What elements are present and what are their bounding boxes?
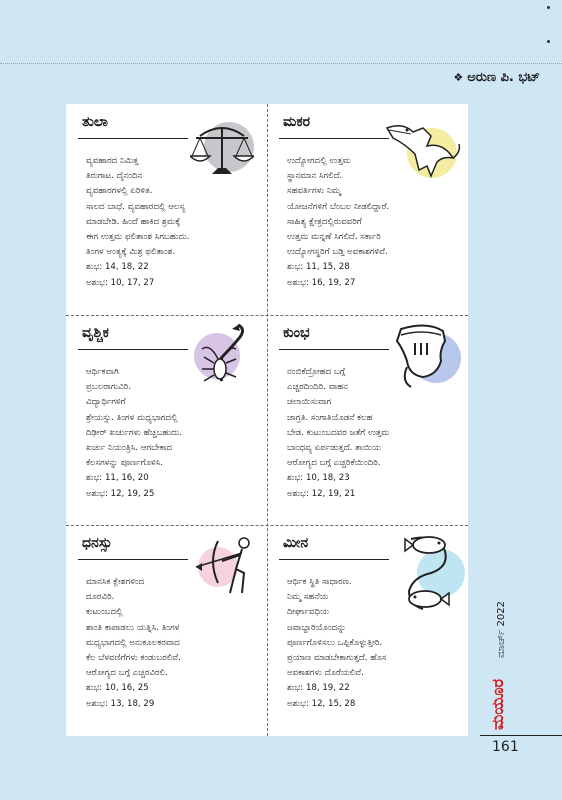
auspicious-dates: ಶುಭ: 11, 16, 20 <box>86 473 149 484</box>
text-line: ನಂಬಿಕೆದ್ರೋಹದ ಬಗ್ಗೆ <box>287 367 346 377</box>
text-line: ಕೆಲ ಬೆಳವಣಿಗೆಗಳು ಕಂಡುಬರಲಿವೆ. <box>86 653 181 664</box>
sign-card-dhanassu <box>66 525 267 735</box>
text-line: ಮಾಡಬೇಡಿ. ಹಿಂದೆ ಹಾಕಿದ ಶ್ರಮಕ್ಕೆ <box>86 216 181 227</box>
page-number: 161 <box>492 739 519 755</box>
prediction-text <box>287 365 458 502</box>
text-line: ಜವಾಬ್ದಾರಿಯೊಂದನ್ನು <box>287 622 346 633</box>
sign-card-makara <box>267 104 468 314</box>
text-line: ಸಹವರ್ತಿಗಳು ನಿಮ್ಮ <box>287 186 341 197</box>
text-line: ಬಾಂಧವ್ಯ ಏರ್ಪಡುತ್ತದೆ. ತಾಯಿಯ <box>287 443 382 454</box>
text-line: ಈಗ ಉತ್ತಮ ಫಲಿತಾಂಶ ಸಿಗಬಹುದು. <box>86 232 190 243</box>
auspicious-dates: ಶುಭ: 10, 18, 23 <box>287 473 350 484</box>
text-line: ವ್ಯವಹಾರದ ನಿಮಿತ್ತ <box>86 156 139 166</box>
text-line: ಶ್ರೇಯಸ್ಸು. ತಿಂಗಳ ಮಧ್ಯಭಾಗದಲ್ಲಿ <box>86 412 178 423</box>
text-line: ಉದ್ಯೋಗದಲ್ಲಿ ಉತ್ತಮ <box>287 156 351 166</box>
sign-card-vrischika <box>66 315 267 525</box>
corner-mark <box>547 40 550 43</box>
text-line: ಪೂರ್ಣಗೊಳಿಸಲು ಒಪ್ಪಿಕೊಳ್ಳುತ್ತೀರಿ. <box>287 637 383 648</box>
text-line: ಉದ್ಯೋಗಸ್ಥರಿಗೆ ಬಡ್ತಿ ಅವಕಾಶಗಳಿವೆ. <box>287 247 388 258</box>
inauspicious-dates: ಅಶುಭ: 13, 18, 29 <box>86 698 155 709</box>
text-line: ಅವಕಾಶಗಳು ದೊರೆಯಲಿವೆ. <box>287 668 364 679</box>
text-line: ಆರೋಗ್ಯದ ಬಗ್ಗೆ ಎಚ್ಚರವಿರಲಿ. <box>86 668 168 679</box>
text-line: ವ್ಯವಹಾರಗಳಲ್ಲಿ ಏರಿಳಿತ. <box>86 186 153 197</box>
title-underline <box>78 559 188 560</box>
issue-date <box>496 578 512 658</box>
issue-date-text: ಮಾರ್ಚ್ 2022 <box>496 601 507 658</box>
sign-title: ತುಲಾ <box>82 114 108 130</box>
text-line: ಸಾಹಿತ್ಯ ಕ್ಷೇತ್ರದಲ್ಲಿರುವವರಿಗೆ <box>287 216 362 227</box>
text-line: ಆರೋಗ್ಯದ ಬಗ್ಗೆ ಎಚ್ಚರಿಕೆಯಿಂದಿರಿ. <box>287 458 381 469</box>
inauspicious-dates: ಅಶುಭ: 10, 17, 27 <box>86 277 155 288</box>
prediction-text <box>86 154 257 291</box>
text-line: ದಿಢೀರ್ ಖರ್ಚುಗಳು ಹೆಚ್ಚಬಹುದು. <box>86 427 183 438</box>
sign-card-kumbha <box>267 315 468 525</box>
auspicious-dates: ಶುಭ: 18, 19, 22 <box>287 683 350 694</box>
text-line: ಎಚ್ಚರದಿಂದಿರಿ. ವಾಹನ <box>287 382 348 393</box>
prediction-text <box>86 575 257 712</box>
text-line: ಉತ್ತಮ ಮನ್ನಣೆ ಸಿಗಲಿದೆ. ಸರ್ಕಾರಿ <box>287 232 381 243</box>
auspicious-dates: ಶುಭ: 10, 16, 25 <box>86 683 149 694</box>
text-line: ಆರ್ಥಿಕ ಸ್ಥಿತಿ ಸಾಧಾರಣ. <box>287 577 352 587</box>
text-line: ಪ್ರಬಲರಾಗುವಿರಿ. <box>86 382 132 393</box>
text-line: ದೀರ್ಘಾವಧಿಯ <box>287 607 330 618</box>
prediction-text <box>287 575 458 712</box>
author-byline <box>453 70 540 85</box>
diamond-bullet-icon: ❖ <box>453 71 464 84</box>
page-number-rule <box>480 735 562 736</box>
prediction-text <box>287 154 458 291</box>
inauspicious-dates: ಅಶುಭ: 12, 19, 25 <box>86 488 155 499</box>
text-line: ಪ್ರಯಾಣ ಮಾಡಬೇಕಾಗುತ್ತದೆ. ಹೊಸ <box>287 653 387 664</box>
sign-title: ಮೀನ <box>283 535 309 551</box>
text-line: ಚಲಾಯಿಸುವಾಗ <box>287 397 332 408</box>
title-underline <box>279 559 389 560</box>
text-line: ತಿಂಗಳ ಅಂತ್ಯಕ್ಕೆ ಮಿಶ್ರ ಫಲಿತಾಂಶ. <box>86 247 176 258</box>
text-line: ಬೇಡ. ಕುಟುಂಬದವರ ಜತೆಗೆ ಉತ್ತಮ <box>287 427 390 438</box>
sign-title: ಧನಸ್ಸು <box>82 535 113 551</box>
text-line: ವಿದ್ಯಾರ್ಥಿಗಳಿಗೆ <box>86 397 126 408</box>
text-line: ಖರ್ಚು ನಿಯಂತ್ರಿಸಿ. ಆಗಬೇಕಾದ <box>86 443 173 454</box>
inauspicious-dates: ಅಶುಭ: 12, 15, 28 <box>287 698 356 709</box>
text-line: ಸಾಲದ ಬಾಧೆ. ವ್ಯವಹಾರದಲ್ಲಿ ಆಲಸ್ಯ <box>86 201 186 212</box>
magazine-name: ಮಯೂರ <box>488 678 507 730</box>
auspicious-dates: ಶುಭ: 14, 18, 22 <box>86 262 149 273</box>
sign-title: ಕುಂಭ <box>283 325 310 341</box>
title-underline <box>78 138 188 139</box>
auspicious-dates: ಶುಭ: 11, 15, 28 <box>287 262 350 273</box>
title-underline <box>78 349 188 350</box>
sign-title: ಮಕರ <box>283 114 311 130</box>
corner-mark <box>547 6 550 9</box>
title-underline <box>279 349 389 350</box>
text-line: ತಿರುಗಾಟ. ದೈನಂದಿನ <box>86 171 143 182</box>
sign-title: ವೃಶ್ಚಿಕ <box>82 325 109 341</box>
text-line: ಸ್ಥಾನಮಾನ ಸಿಗಲಿದೆ. <box>287 171 343 182</box>
prediction-text <box>86 365 257 502</box>
text-line: ದೂರವಿರಿ. <box>86 592 115 603</box>
text-line: ಜಾಗ್ರತಿ. ಸಂಗಾತಿಯೊಡನೆ ಕಲಹ <box>287 412 373 423</box>
title-underline <box>279 138 389 139</box>
text-line: ಯೋಜನೆಗಳಿಗೆ ಬೆಂಬಲ ನೀಡಲಿದ್ದಾರೆ. <box>287 201 390 212</box>
sign-card-meena <box>267 525 468 735</box>
magazine-logo <box>488 670 518 730</box>
text-line: ಮಾನಸಿಕ ಕ್ಲೇಶಗಳಿಂದ <box>86 577 145 587</box>
text-line: ಮಧ್ಯಭಾಗದಲ್ಲಿ ಅನುಕೂಲಕರವಾದ <box>86 637 180 648</box>
inauspicious-dates: ಅಶುಭ: 16, 19, 27 <box>287 277 356 288</box>
text-line: ಕೆಲಸಗಳನ್ನು ಪೂರ್ಣಗೊಳಿಸಿ. <box>86 458 164 469</box>
text-line: ನಿಮ್ಮ ಸಹನೆಯ <box>287 592 329 603</box>
text-line: ಶಾಂತಿ ಕಾಪಾಡಲು ಯತ್ನಿಸಿ. ತಿಂಗಳ <box>86 622 180 633</box>
header-divider <box>0 63 562 64</box>
text-line: ಆರ್ಥಿಕವಾಗಿ <box>86 367 119 377</box>
sign-card-tula <box>66 104 267 314</box>
text-line: ಕುಟುಂಬದಲ್ಲಿ <box>86 607 123 618</box>
horoscope-panel <box>66 104 468 736</box>
author-name: ಅರುಣ ಪಿ. ಭಟ್ <box>467 70 540 85</box>
inauspicious-dates: ಅಶುಭ: 12, 19, 21 <box>287 488 356 499</box>
